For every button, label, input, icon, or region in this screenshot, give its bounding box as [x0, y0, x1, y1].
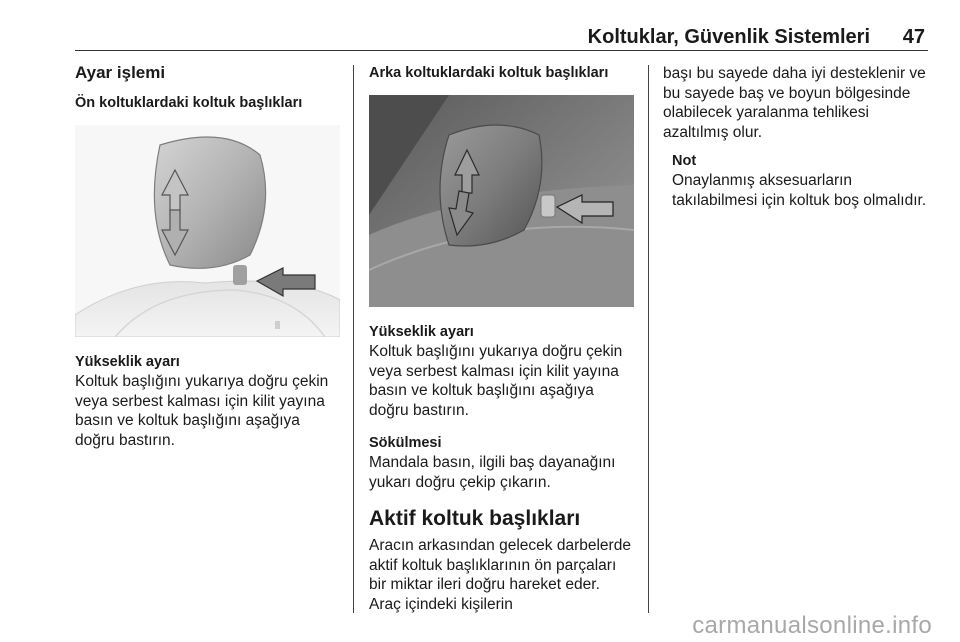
page-header [75, 26, 928, 50]
section-title: Ayar işlemi [75, 63, 166, 82]
front-height-heading: Yükseklik ayarı [75, 354, 180, 370]
rear-height-text: Koltuk başlığını yukarıya doğru çekin veya serbest kalması için kilit yayına basın ve koltuk başlığını aşağıya doğru bastırın. [369, 343, 623, 419]
page-number: 47 [902, 26, 925, 48]
removal-text: Mandala basın, ilgili baş dayanağını yukarı doğru çekip çıkarın. [369, 454, 616, 491]
watermark: carmanualsonline.info [692, 612, 932, 639]
column-divider-2 [648, 65, 649, 613]
active-headrest-title: Aktif koltuk başlıkları [369, 507, 581, 530]
column-divider-1 [353, 65, 354, 613]
header-title: Koltuklar, Güvenlik Sistemleri [587, 26, 870, 48]
continued-text: başı bu sayede daha iyi desteklenir ve bu sayede baş ve boyun bölgesinde olabilecek yaralanma tehlikesi azaltılmış olur. [663, 65, 926, 141]
rear-headrest-illustration [369, 95, 634, 307]
active-headrest-text: Aracın arkasından gelecek darbelerde aktif koltuk başlıklarının ön parçaları bir miktar ileri doğru hareket eder. Araç içindeki kişilerin [369, 537, 631, 613]
rear-headrest-title: Arka koltuklardaki koltuk başlıkları [369, 65, 609, 81]
note-text: Onaylanmış aksesuarların takılabilmesi için koltuk boş olmalıdır. [672, 172, 927, 209]
front-height-text: Koltuk başlığını yukarıya doğru çekin veya serbest kalması için kilit yayına basın ve koltuk başlığını aşağıya doğru bastırın. [75, 373, 329, 449]
column-1 [75, 62, 340, 450]
note-heading: Not [672, 153, 697, 169]
note-box [663, 152, 928, 210]
front-headrest-title: Ön koltuklardaki koltuk başlıkları [75, 95, 303, 111]
removal-heading: Sökülmesi [369, 435, 442, 451]
rear-height-heading: Yükseklik ayarı [369, 324, 474, 340]
header-rule [75, 50, 928, 51]
column-2 [369, 62, 634, 614]
front-headrest-illustration [75, 125, 340, 337]
column-3 [663, 62, 928, 210]
